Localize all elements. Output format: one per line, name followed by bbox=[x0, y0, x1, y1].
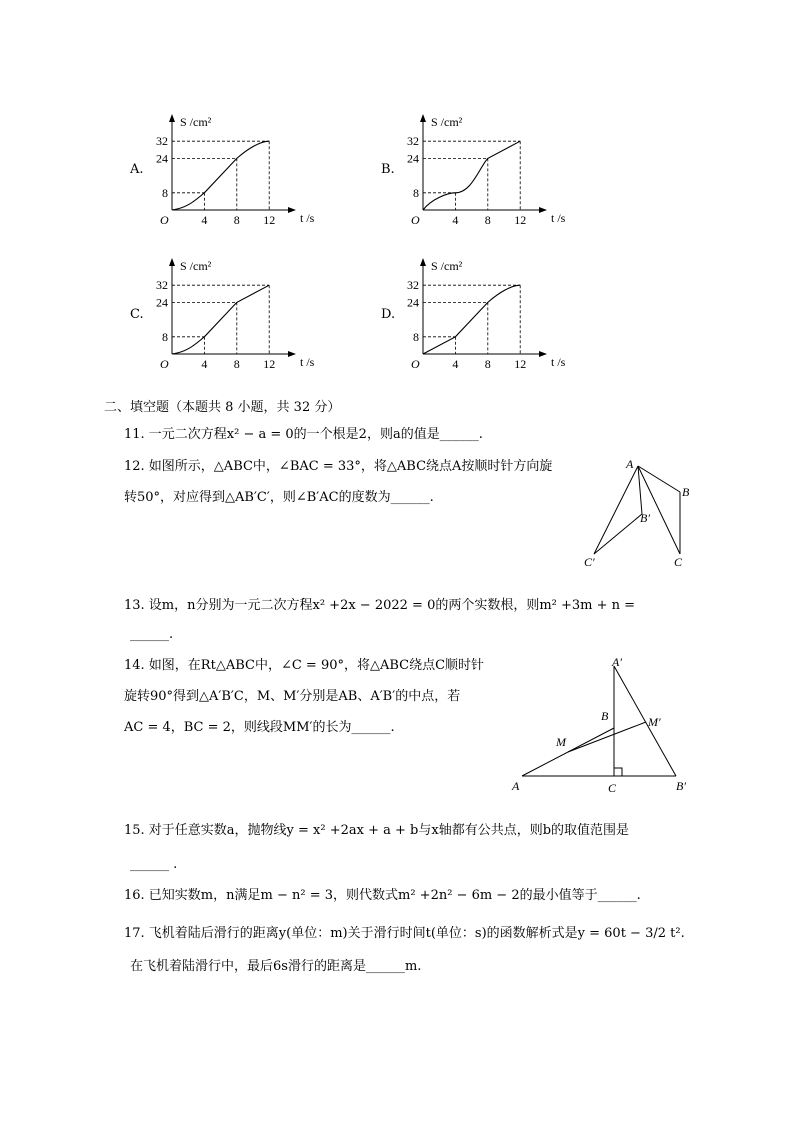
y-tick-label: 32 bbox=[156, 278, 168, 293]
y-tick-label: 8 bbox=[413, 329, 419, 344]
figure-12 bbox=[578, 454, 698, 574]
fig14-label-m: M bbox=[556, 735, 566, 749]
fig14-label-a: A bbox=[512, 779, 520, 793]
y-tick-label: 24 bbox=[407, 151, 419, 166]
x-axis-arrow bbox=[539, 351, 547, 357]
question-14-line2: 旋转90°得到△A′B′C，M、M′分别是AB、A′B′的中点，若 bbox=[124, 689, 461, 704]
y-tick-label: 8 bbox=[413, 185, 419, 200]
option-b-label: B. bbox=[381, 162, 395, 177]
x-tick-label: 12 bbox=[514, 213, 527, 227]
x-axis-arrow bbox=[539, 207, 547, 213]
y-axis-arrow bbox=[169, 258, 175, 266]
question-17-line2: 在飞机着陆滑行中，最后6s滑行的距离是______m. bbox=[130, 959, 422, 974]
y-axis-label: S /cm² bbox=[431, 259, 463, 273]
x-axis-label: t /s bbox=[300, 211, 315, 225]
y-axis-label: S /cm² bbox=[431, 115, 463, 129]
question-13-line2: ______. bbox=[130, 627, 174, 642]
x-axis-arrow bbox=[288, 351, 296, 357]
option-d-label: D. bbox=[381, 307, 396, 322]
graph-curve bbox=[172, 141, 269, 210]
x-tick-label: 4 bbox=[201, 213, 208, 227]
x-tick-label: 4 bbox=[201, 357, 208, 371]
question-15-line2: ______ . bbox=[130, 857, 178, 872]
x-tick-label: 4 bbox=[452, 213, 459, 227]
question-12-line2: 转50°，对应得到△AB′C′，则∠B′AC的度数为______. bbox=[124, 490, 434, 505]
fig12-label-b: B bbox=[682, 485, 690, 499]
question-17-line1: 17. 飞机着陆后滑行的距离y(单位：m)关于滑行时间t(单位：s)的函数解析式是y = 60t − 3/2 t². bbox=[124, 926, 685, 941]
x-tick-label: 8 bbox=[484, 357, 491, 371]
graph-c bbox=[150, 256, 350, 374]
option-a-label: A. bbox=[130, 162, 144, 177]
fig12-label-c-prime: C′ bbox=[584, 555, 595, 569]
question-14-line1: 14. 如图，在Rt△ABC中，∠C = 90°，将△ABC绕点C顺时针 bbox=[124, 658, 485, 673]
question-15-line1: 15. 对于任意实数a，抛物线y = x² +2ax + a + b与x轴都有公共点，则b的取值范围是 bbox=[124, 823, 630, 838]
x-tick-label: 12 bbox=[263, 357, 276, 371]
x-tick-label: 8 bbox=[233, 213, 240, 227]
fig14-label-c: C bbox=[608, 781, 617, 795]
question-16: 16. 已知实数m，n满足m − n² = 3，则代数式m² +2n² − 6m − 2的最小值等于______. bbox=[124, 888, 641, 903]
question-14-line3: AC = 4，BC = 2，则线段MM′的长为______. bbox=[124, 720, 395, 735]
fig14-label-b: B bbox=[601, 709, 609, 723]
x-axis-label: t /s bbox=[551, 355, 566, 369]
x-tick-label: 12 bbox=[514, 357, 527, 371]
y-tick-label: 8 bbox=[162, 329, 168, 344]
question-13-line1: 13. 设m，n分别为一元二次方程x² +2x − 2022 = 0的两个实数根，则m² +3m + n = bbox=[124, 598, 636, 613]
fig12-label-b-prime: B′ bbox=[640, 511, 650, 525]
x-tick-label: 8 bbox=[233, 357, 240, 371]
graph-a bbox=[150, 112, 350, 230]
question-12-line1: 12. 如图所示，△ABC中，∠BAC = 33°，将△ABC绕点A按顺时针方向旋 bbox=[124, 459, 553, 474]
graph-b bbox=[401, 112, 601, 230]
y-tick-label: 32 bbox=[407, 134, 419, 149]
x-tick-label: 12 bbox=[263, 213, 276, 227]
graph-curve bbox=[423, 141, 520, 210]
graph-d bbox=[401, 256, 601, 374]
y-axis-arrow bbox=[169, 114, 175, 122]
figure-14 bbox=[506, 652, 696, 798]
origin-label: O bbox=[411, 357, 420, 371]
fig14-label-a-prime: A′ bbox=[612, 655, 622, 669]
y-tick-label: 24 bbox=[156, 295, 168, 310]
fig12-label-c: C bbox=[674, 555, 683, 569]
y-tick-label: 32 bbox=[156, 134, 168, 149]
origin-label: O bbox=[160, 357, 169, 371]
graph-curve bbox=[172, 285, 269, 354]
y-axis-label: S /cm² bbox=[180, 259, 212, 273]
y-tick-label: 8 bbox=[162, 185, 168, 200]
y-axis-label: S /cm² bbox=[180, 115, 212, 129]
y-tick-label: 24 bbox=[156, 151, 168, 166]
origin-label: O bbox=[411, 213, 420, 227]
fig14-label-b-prime: B′ bbox=[676, 779, 686, 793]
y-tick-label: 32 bbox=[407, 278, 419, 293]
origin-label: O bbox=[160, 213, 169, 227]
question-11: 11. 一元二次方程x² − a = 0的一个根是2，则a的值是______. bbox=[124, 427, 483, 442]
section-title: 二、填空题（本题共 8 小题，共 32 分） bbox=[104, 400, 341, 415]
x-axis-label: t /s bbox=[551, 211, 566, 225]
x-axis-arrow bbox=[288, 207, 296, 213]
x-tick-label: 8 bbox=[484, 213, 491, 227]
fig14-label-m-prime: M′ bbox=[648, 715, 661, 729]
y-axis-arrow bbox=[420, 258, 426, 266]
x-tick-label: 4 bbox=[452, 357, 459, 371]
y-tick-label: 24 bbox=[407, 295, 419, 310]
option-c-label: C. bbox=[130, 307, 144, 322]
x-axis-label: t /s bbox=[300, 355, 315, 369]
fig12-label-a: A bbox=[626, 457, 634, 471]
graph-curve bbox=[423, 285, 520, 354]
y-axis-arrow bbox=[420, 114, 426, 122]
